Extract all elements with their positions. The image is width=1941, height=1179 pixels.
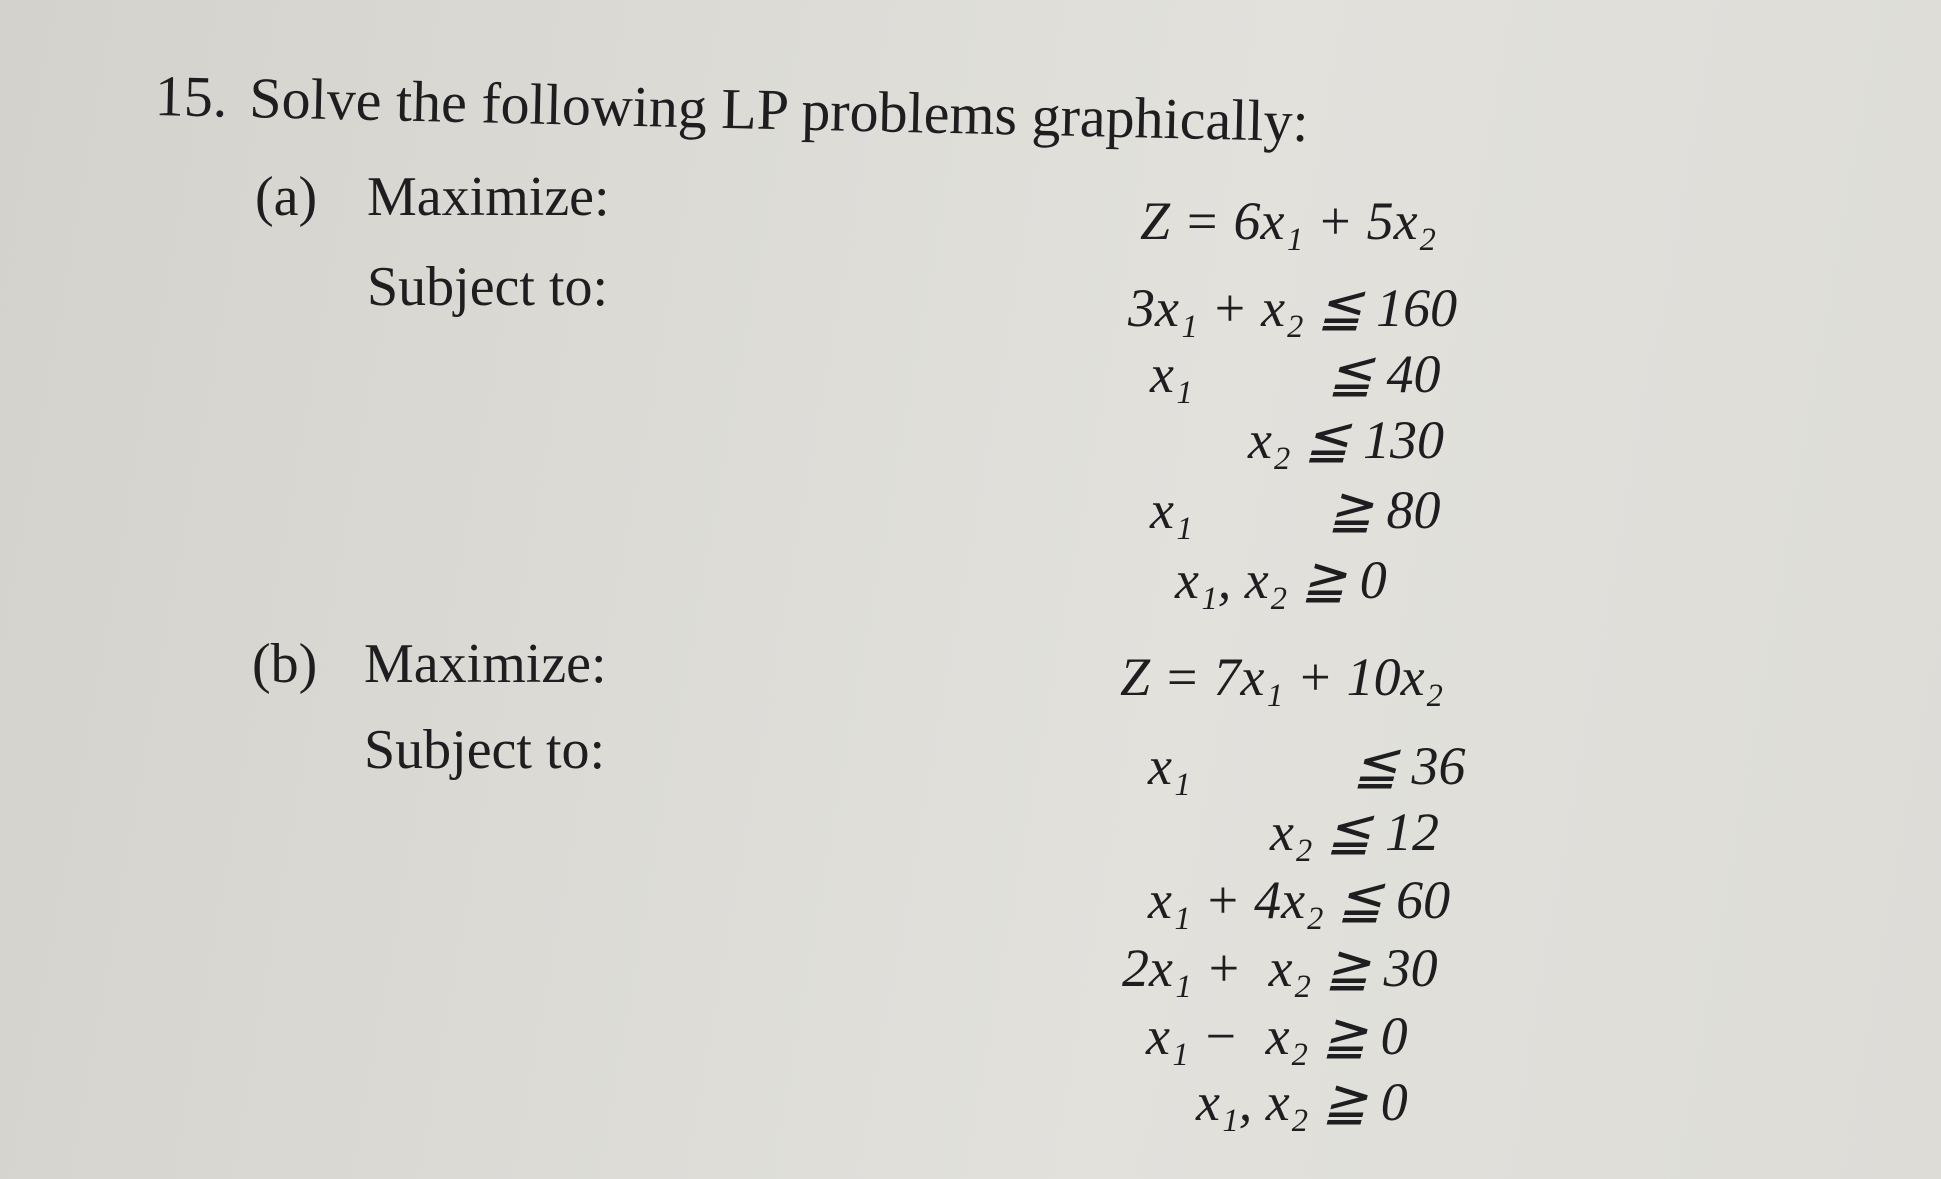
- part-b-constraint-5: x₁ − x₂ ≧ 0: [1146, 1006, 1408, 1066]
- part-a-constraint-2: x₁ ≦ 40: [1150, 344, 1441, 404]
- part-b-constraint-2: x₂ ≦ 12: [1270, 802, 1439, 862]
- part-a-objective: Z = 6x₁ + 5x₂: [1140, 191, 1437, 251]
- part-a-constraint-1: 3x₁ + x₂ ≦ 160: [1128, 278, 1458, 338]
- part-a-constraint-4: x₁ ≧ 80: [1150, 480, 1441, 540]
- problem-number: 15.: [154, 63, 229, 130]
- problem-instruction: Solve the following LP problems graphically:: [248, 65, 1310, 155]
- problem-heading: [154, 62, 1309, 155]
- part-b-constraint-label: Subject to:: [364, 719, 606, 781]
- part-a-constraint-label: Subject to:: [367, 256, 609, 318]
- part-b-objective: Z = 7x₁ + 10x₂: [1120, 647, 1444, 707]
- part-a-objective-line: [255, 165, 610, 229]
- part-a-label: (a): [255, 166, 318, 228]
- part-b-constraint-4: 2x₁ + x₂ ≧ 30: [1122, 938, 1438, 998]
- part-b-objective-line: [252, 632, 607, 696]
- part-a-objective-label: Maximize:: [367, 166, 610, 228]
- part-a-constraint-3: x₂ ≦ 130: [1248, 410, 1444, 470]
- part-b-label: (b): [252, 633, 318, 695]
- part-b-constraint-6: x₁, x₂ ≧ 0: [1196, 1072, 1408, 1132]
- part-b-constraint-1: x₁ ≦ 36: [1148, 736, 1466, 796]
- part-a-constraint-5: x₁, x₂ ≧ 0: [1175, 550, 1387, 610]
- part-b-objective-label: Maximize:: [364, 633, 607, 695]
- part-b-constraint-3: x₁ + 4x₂ ≦ 60: [1148, 870, 1451, 930]
